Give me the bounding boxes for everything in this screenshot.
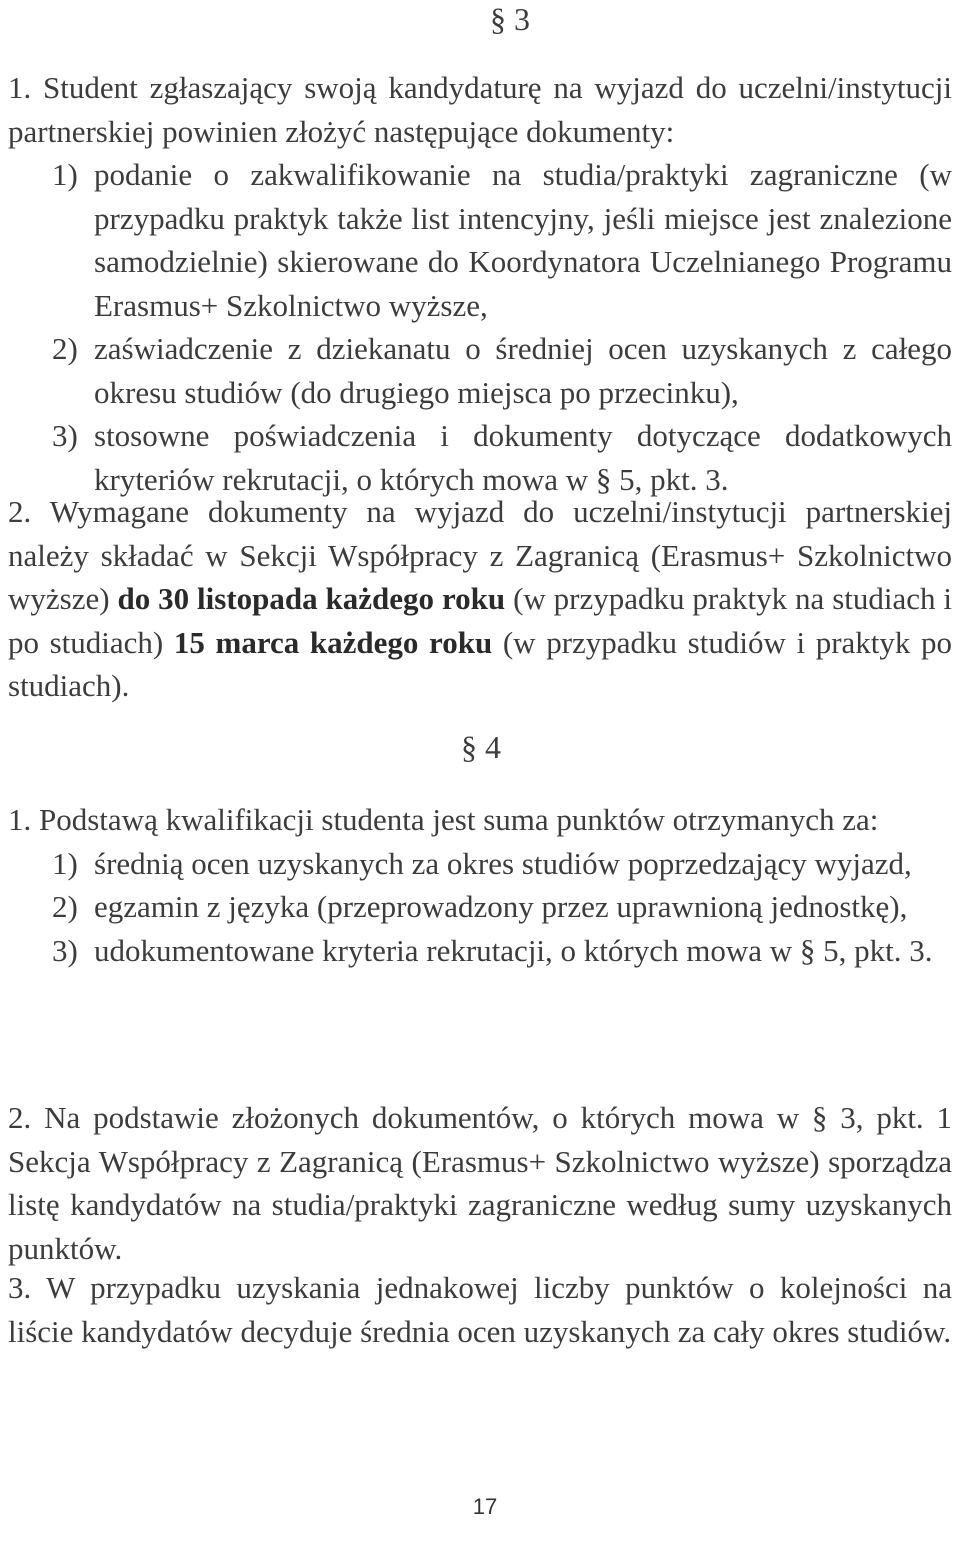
section-3-paragraph-1 <box>8 66 952 501</box>
list-item-number: 1) <box>52 157 78 192</box>
section-4-paragraph-1 <box>8 798 952 972</box>
list-item-number: 3) <box>52 418 78 453</box>
list-item <box>8 885 952 929</box>
paragraph-text: Student zgłaszający swoją kandydaturę na wyjazd do uczelni/instytucji partnerskiej powinien złożyć następujące dokumenty: <box>8 70 953 149</box>
paragraph-number: 1. <box>8 802 32 837</box>
section-3-paragraph-2 <box>8 490 952 708</box>
list-item <box>8 842 952 886</box>
page-number: 17 <box>472 1494 498 1519</box>
paragraph-number: 2. <box>8 1100 32 1135</box>
paragraph-number: 3. <box>8 1270 32 1305</box>
list-item-number: 1) <box>52 845 78 881</box>
list-item-text: udokumentowane kryteria rekrutacji, o których mowa w § 5, pkt. 3. <box>94 932 933 968</box>
paragraph-text: Wymagane dokumenty na wyjazd do uczelni/instytucji partnerskiej należy składać w Sekcji Współpracy z Zagranicą (Erasmus+ Szkolnictwo wyższe) <box>8 494 952 616</box>
paragraph-text: Na podstawie złożonych dokumentów, o których mowa w § 3, pkt. 1 Sekcja Współpracy z Zagranicą (Erasmus+ Szkolnictwo wyższe) sporządza listę kandydatów na studia/praktyki zagraniczne według sumy uzyskanych punktów. <box>8 1100 953 1266</box>
section-3-heading: § 3 <box>490 1 530 37</box>
paragraph-text: W przypadku uzyskania jednakowej liczby punktów o kolejności na liście kandydatów decyduje średnia ocen uzyskanych za cały okres studiów. <box>8 1270 952 1349</box>
list-item-text: średnią ocen uzyskanych za okres studiów poprzedzający wyjazd, <box>94 845 912 881</box>
list-item-text: egzamin z języka (przeprowadzony przez uprawnioną jednostkę), <box>94 889 908 924</box>
paragraph-number: 1. <box>8 70 32 105</box>
deadline-march: 15 marca każdego roku <box>173 624 493 660</box>
paragraph-text: (w przypadku praktyk na studiach i po studiach) <box>8 581 953 660</box>
list-item-number: 2) <box>52 331 78 366</box>
list-item-number: 3) <box>52 932 78 968</box>
deadline-november: do 30 listopada każdego roku <box>117 581 506 616</box>
list-item-text: zaświadczenie z dziekanatu o średniej ocen uzyskanych z całego okresu studiów (do drugiego miejsca po przecinku), <box>94 331 952 410</box>
list-item <box>8 327 952 414</box>
paragraph-text: Podstawą kwalifikacji studenta jest suma punktów otrzymanych za: <box>39 802 879 837</box>
section-4-heading: § 4 <box>461 729 501 765</box>
paragraph-number: 2. <box>8 494 32 529</box>
section-4-paragraph-3 <box>8 1266 952 1353</box>
list-item <box>8 929 952 973</box>
paragraph-text: (w przypadku studiów i praktyk po studiach). <box>8 624 953 703</box>
list-item-text: stosowne poświadczenia i dokumenty dotyczące dodatkowych kryteriów rekrutacji, o których mowa w § 5, pkt. 3. <box>94 418 952 497</box>
list-item-text: podanie o zakwalifikowanie na studia/praktyki zagraniczne (w przypadku praktyk także list intencyjny, jeśli miejsce jest znalezione samodzielnie) skierowane do Koordynatora Uczelnianego Programu Erasmus+ Szkolnictwo wyższe, <box>94 157 952 323</box>
list-item <box>8 153 952 327</box>
section-4-paragraph-2 <box>8 1096 952 1270</box>
list-item-number: 2) <box>52 889 78 924</box>
list-item <box>8 414 952 501</box>
